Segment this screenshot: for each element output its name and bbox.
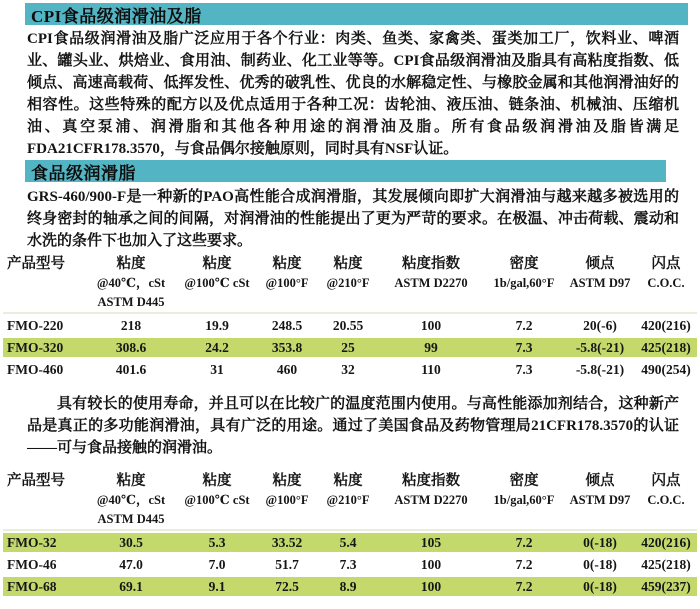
value-cell: 105 <box>420 534 442 550</box>
column-header-subtext: ASTM D2270 <box>394 493 468 507</box>
value-cell: 420(216) <box>641 534 691 550</box>
value-cell: 401.6 <box>115 361 147 377</box>
value-cell: 248.5 <box>271 317 303 333</box>
column-header-subtext: ASTM D97 <box>569 276 631 290</box>
value-cell: 7.0 <box>208 556 226 572</box>
column-header-label: 粘度 <box>202 256 232 272</box>
column-header-subtext: C.O.C. <box>647 276 685 290</box>
column-header <box>379 471 483 510</box>
column-header-label: 粘度 <box>202 473 232 489</box>
value-cell: 353.8 <box>271 339 303 355</box>
product-model-cell: FMO-460 <box>7 361 64 377</box>
column-header-label: 密度 <box>509 256 539 272</box>
value-cell: -5.8(-21) <box>575 339 625 355</box>
page-title: CPI食品级润滑油及脂 <box>31 6 202 26</box>
value-cell: 460 <box>276 361 298 377</box>
table-header-row <box>3 254 697 311</box>
column-header-label: 产品型号 <box>7 256 65 272</box>
value-cell: 5.4 <box>339 534 357 550</box>
value-cell: 51.7 <box>275 556 299 572</box>
value-cell: 100 <box>420 578 442 594</box>
value-cell: 0(-18) <box>583 578 617 594</box>
value-cell: 32 <box>341 361 355 377</box>
table-row <box>3 555 697 574</box>
table-header-row <box>3 471 697 528</box>
column-header-subtext: 1b/gal,60°F <box>493 493 555 507</box>
value-cell: 25 <box>341 339 355 355</box>
value-cell: 31 <box>210 361 224 377</box>
column-header-label: 粘度 <box>333 473 363 489</box>
column-header-subtext: @210°F <box>326 493 370 507</box>
column-header-label: 粘度 <box>116 473 146 489</box>
product-model-cell: FMO-46 <box>7 556 57 572</box>
section-title-bar-main <box>25 3 688 25</box>
column-header <box>483 254 565 293</box>
column-header <box>85 254 177 311</box>
value-cell: 72.5 <box>275 578 299 594</box>
value-cell: 459(237) <box>641 578 691 594</box>
section-title-bar-grease <box>25 160 666 182</box>
value-cell: 218 <box>120 317 142 333</box>
value-cell: 7.2 <box>515 556 533 572</box>
column-header-label: 粘度指数 <box>402 256 460 272</box>
value-cell: 7.2 <box>515 534 533 550</box>
value-cell: 0(-18) <box>583 556 617 572</box>
mid-paragraph: 具有较长的使用寿命，并且可以在比较广的温度范围内使用。与高性能添加剂结合，这种新产品是真正的多功能润滑油，具有广泛的用途。通过了美国食品及药物管理局21CFR178.3570的认证——可与食品接触的润滑油。 <box>27 396 679 456</box>
table-row <box>3 533 697 552</box>
intro-paragraph: CPI食品级润滑油及脂广泛应用于各个行业：肉类、鱼类、家禽类、蛋类加工厂，饮料业、啤酒业、罐头业、烘焙业、食用油、制药业、化工业等等。CPI食品级润滑油及脂具有高粘度指数、低倾点、高速高载荷、低挥发性、优秀的破乳性、优良的水解稳定性、与橡胶金属和其他润滑油好的相容性。这些特殊的配方以及优点适用于各种工况：齿轮油、液压油、链条油、机械油、压缩机油、真空泵浦、润滑脂和其他各种用途的润滑油及脂。所有食品级润滑油及脂皆满足FDA21CFR178.3570，与食品偶尔接触原则，同时具有NSF认证。 <box>27 31 679 157</box>
value-cell: 308.6 <box>115 339 147 355</box>
value-cell: 20(-6) <box>583 317 617 333</box>
column-header <box>565 471 635 510</box>
value-cell: 24.2 <box>205 339 229 355</box>
value-cell: 8.9 <box>339 578 357 594</box>
value-cell: 47.0 <box>119 556 143 572</box>
table-row <box>3 577 697 596</box>
column-header-label: 粘度 <box>272 473 302 489</box>
value-cell: 7.2 <box>515 317 533 333</box>
product-model-cell: FMO-320 <box>7 339 64 355</box>
column-header <box>177 254 257 293</box>
column-header-subtext: ASTM D97 <box>569 493 631 507</box>
value-cell: 19.9 <box>205 317 229 333</box>
product-model-cell: FMO-68 <box>7 578 57 594</box>
column-header-subtext: @100℃ cSt <box>184 276 250 290</box>
column-header-subtext: @40℃，cSt <box>96 276 166 290</box>
column-header-label: 闪点 <box>651 473 681 489</box>
column-header-subtext: @210°F <box>326 276 370 290</box>
value-cell: 7.2 <box>515 578 533 594</box>
value-cell: 33.52 <box>271 534 303 550</box>
value-cell: 99 <box>424 339 438 355</box>
column-header <box>85 471 177 528</box>
value-cell: 7.3 <box>515 339 533 355</box>
column-header-label: 倾点 <box>585 473 615 489</box>
product-model-cell: FMO-32 <box>7 534 57 550</box>
value-cell: 9.1 <box>208 578 226 594</box>
grease-paragraph: GRS-460/900-F是一种新的PAO高性能合成润滑脂，其发展倾向即扩大润滑油与越来越多被选用的终身密封的轴承之间的间隔，对润滑油的性能提出了更为严苛的要求。在极温、冲击荷载、震动和水洗的条件下也加入了这些要求。 <box>27 189 679 249</box>
value-cell: 425(218) <box>641 339 691 355</box>
column-header-label: 产品型号 <box>7 473 65 489</box>
column-header-subtext: @100℃ cSt <box>184 493 250 507</box>
column-header <box>635 254 697 293</box>
table-body <box>3 529 697 596</box>
table-body <box>3 312 697 379</box>
value-cell: 425(218) <box>641 556 691 572</box>
column-header <box>177 471 257 510</box>
oil-spec-table-2 <box>3 471 697 599</box>
column-header-subtext: ASTM D2270 <box>394 276 468 290</box>
table-row <box>3 338 697 357</box>
column-header-subtext: C.O.C. <box>647 493 685 507</box>
column-header-label: 粘度 <box>333 256 363 272</box>
value-cell: -5.8(-21) <box>575 361 625 377</box>
value-cell: 420(216) <box>641 317 691 333</box>
column-header <box>317 471 379 510</box>
column-header-subtext: @100°F <box>265 276 309 290</box>
table-row <box>3 360 697 379</box>
column-header <box>483 471 565 510</box>
value-cell: 100 <box>420 317 442 333</box>
value-cell: 30.5 <box>119 534 143 550</box>
value-cell: 100 <box>420 556 442 572</box>
column-header-subtext: @40℃，cSt <box>96 493 166 507</box>
column-header <box>379 254 483 293</box>
column-header <box>3 254 85 274</box>
value-cell: 5.3 <box>208 534 226 550</box>
value-cell: 69.1 <box>119 578 143 594</box>
column-header-subtext: @100°F <box>265 493 309 507</box>
column-header-subtext: ASTM D445 <box>97 511 165 526</box>
column-header-label: 闪点 <box>651 256 681 272</box>
column-header-subtext: ASTM D445 <box>97 294 165 309</box>
product-model-cell: FMO-220 <box>7 317 64 333</box>
value-cell: 110 <box>421 361 441 377</box>
value-cell: 490(254) <box>641 361 691 377</box>
column-header <box>317 254 379 293</box>
column-header <box>3 471 85 491</box>
oil-spec-table-1 <box>3 254 697 382</box>
column-header <box>257 471 317 510</box>
value-cell: 7.3 <box>515 361 533 377</box>
column-header-label: 粘度 <box>272 256 302 272</box>
table-row <box>3 316 697 335</box>
column-header-label: 粘度 <box>116 256 146 272</box>
value-cell: 20.55 <box>332 317 364 333</box>
column-header-label: 粘度指数 <box>402 473 460 489</box>
value-cell: 7.3 <box>339 556 357 572</box>
column-header-label: 倾点 <box>585 256 615 272</box>
column-header <box>635 471 697 510</box>
grease-section-title: 食品级润滑脂 <box>31 163 136 183</box>
column-header <box>257 254 317 293</box>
column-header-label: 密度 <box>509 473 539 489</box>
column-header-subtext: 1b/gal,60°F <box>493 276 555 290</box>
value-cell: 0(-18) <box>583 534 617 550</box>
column-header <box>565 254 635 293</box>
